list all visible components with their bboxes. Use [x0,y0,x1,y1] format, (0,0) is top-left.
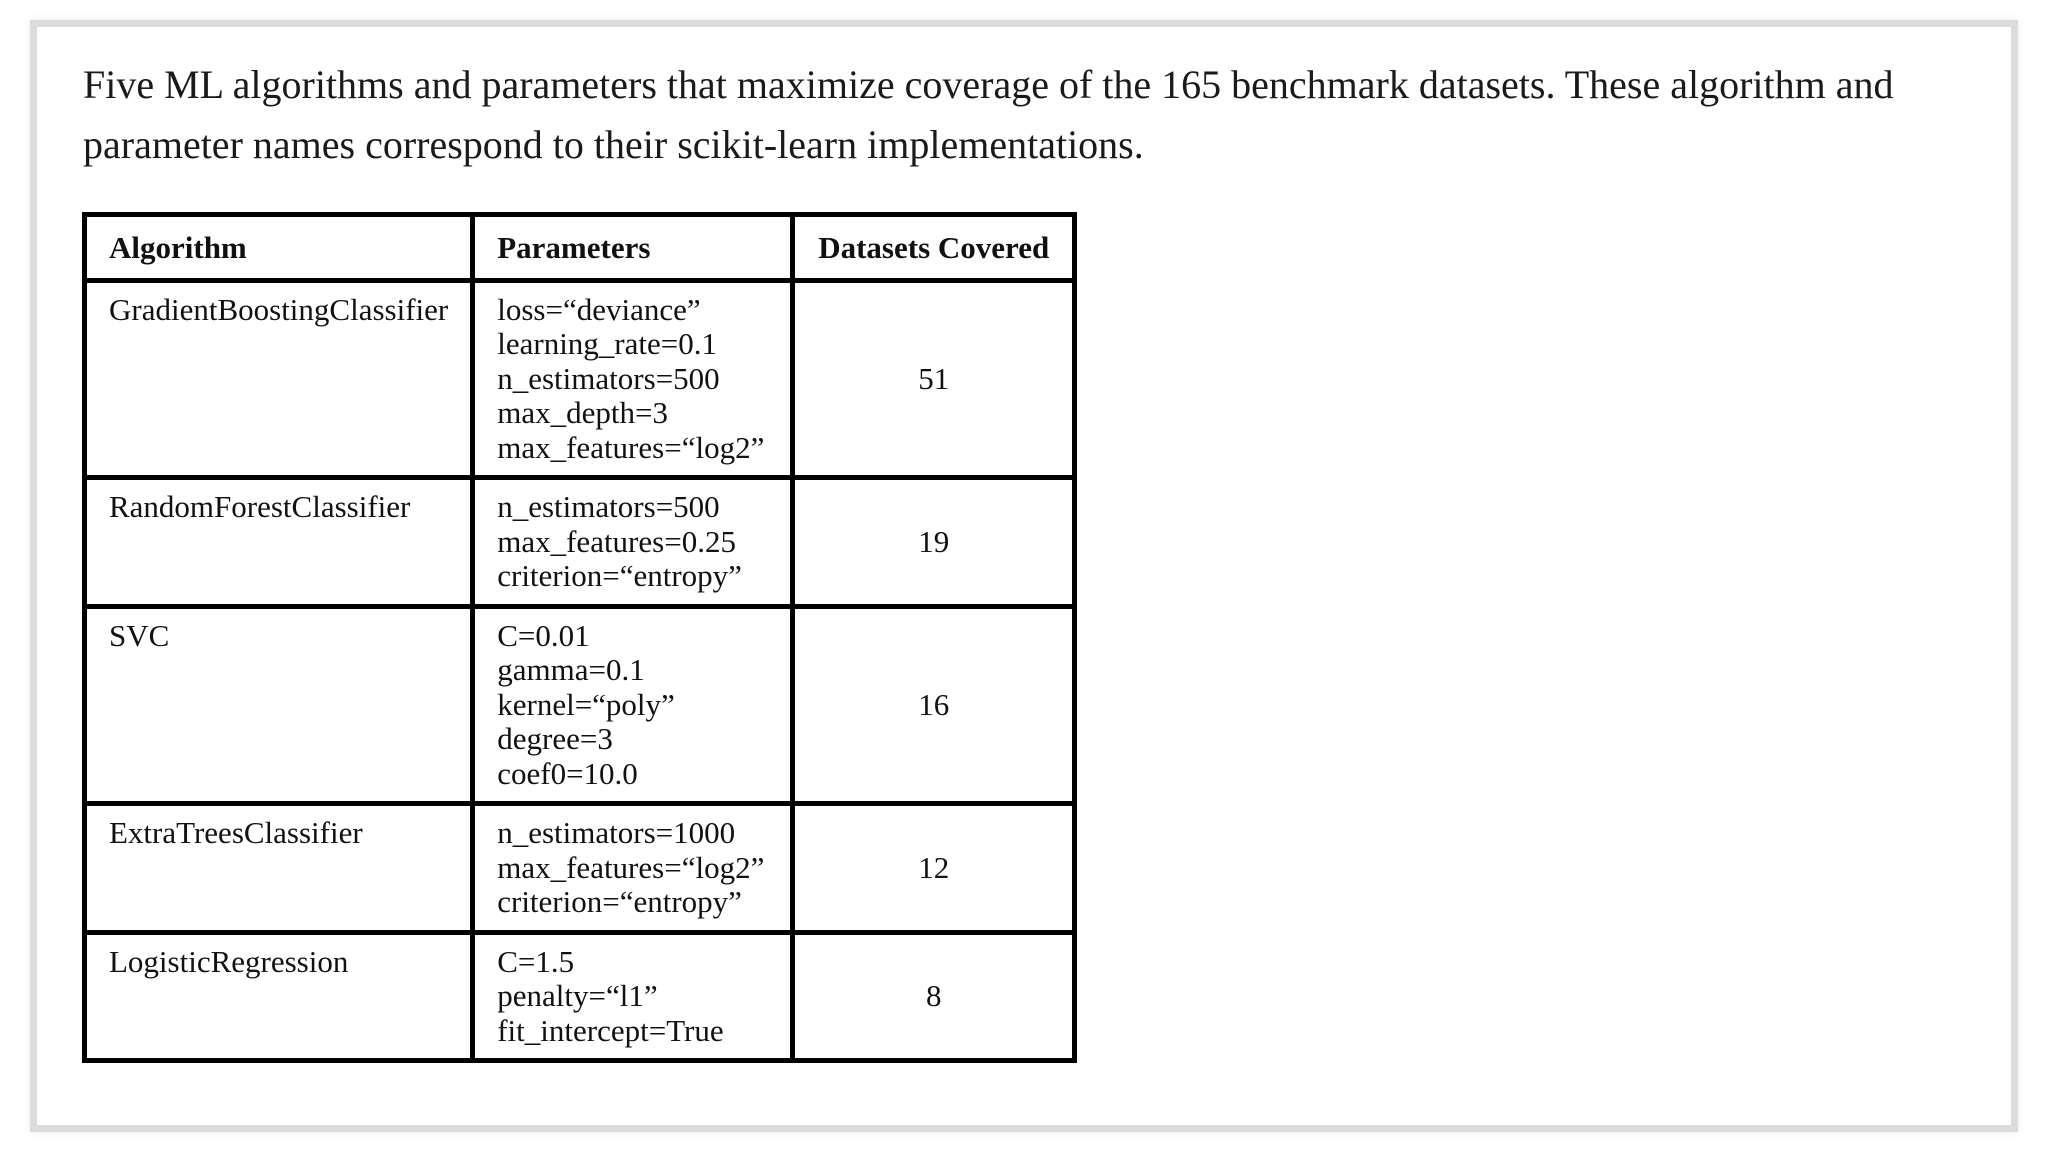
algorithm-cell: ExtraTreesClassifier [85,804,473,933]
datasets-covered-cell: 19 [793,478,1075,607]
header-parameters: Parameters [473,215,793,281]
algorithm-parameters-table [82,212,1077,1063]
datasets-covered-cell: 16 [793,606,1075,804]
datasets-covered-cell: 8 [793,932,1075,1061]
parameter-line: criterion=“entropy” [497,884,742,919]
document-frame [30,20,2018,1132]
header-datasets-covered: Datasets Covered [793,215,1075,281]
parameters-cell [473,804,793,933]
parameters-cell [473,932,793,1061]
parameter-line: n_estimators=500 [497,360,720,396]
parameter-line: fit_intercept=True [497,1012,724,1048]
parameter-line: max_features=“log2” [497,849,765,885]
parameter-line: C=1.5 [497,943,575,979]
algorithm-cell: GradientBoostingClassifier [85,280,473,478]
table-row [85,280,1075,478]
parameter-line: n_estimators=1000 [497,815,736,850]
parameters-cell [473,606,793,804]
parameter-line: degree=3 [497,721,613,756]
header-algorithm: Algorithm [85,215,473,281]
parameter-line: coef0=10.0 [497,755,638,791]
algorithm-cell: SVC [85,606,473,804]
parameter-line: criterion=“entropy” [497,558,742,593]
datasets-covered-cell: 51 [793,280,1075,478]
parameter-line: gamma=0.1 [497,652,645,687]
parameter-line: learning_rate=0.1 [497,326,717,361]
parameter-line: max_features=“log2” [497,429,765,465]
parameters-cell [473,478,793,607]
table-header-row [85,215,1075,281]
parameter-line: max_depth=3 [497,395,668,430]
parameter-line: n_estimators=500 [497,489,720,524]
algorithm-cell: RandomForestClassifier [85,478,473,607]
table-row [85,478,1075,607]
table-row [85,804,1075,933]
parameter-line: max_features=0.25 [497,523,736,559]
parameter-line: penalty=“l1” [497,978,658,1013]
table-row [85,606,1075,804]
parameter-line: kernel=“poly” [497,686,675,722]
table-caption: Five ML algorithms and parameters that maximize coverage of the 165 benchmark datasets. These algorithm and parameter names correspond to their scikit-learn implementations. [83,62,1894,167]
parameters-cell [473,280,793,478]
parameter-line: loss=“deviance” [497,291,701,327]
parameter-line: C=0.01 [497,617,590,653]
algorithm-cell: LogisticRegression [85,932,473,1061]
table-row [85,932,1075,1061]
datasets-covered-cell: 12 [793,804,1075,933]
